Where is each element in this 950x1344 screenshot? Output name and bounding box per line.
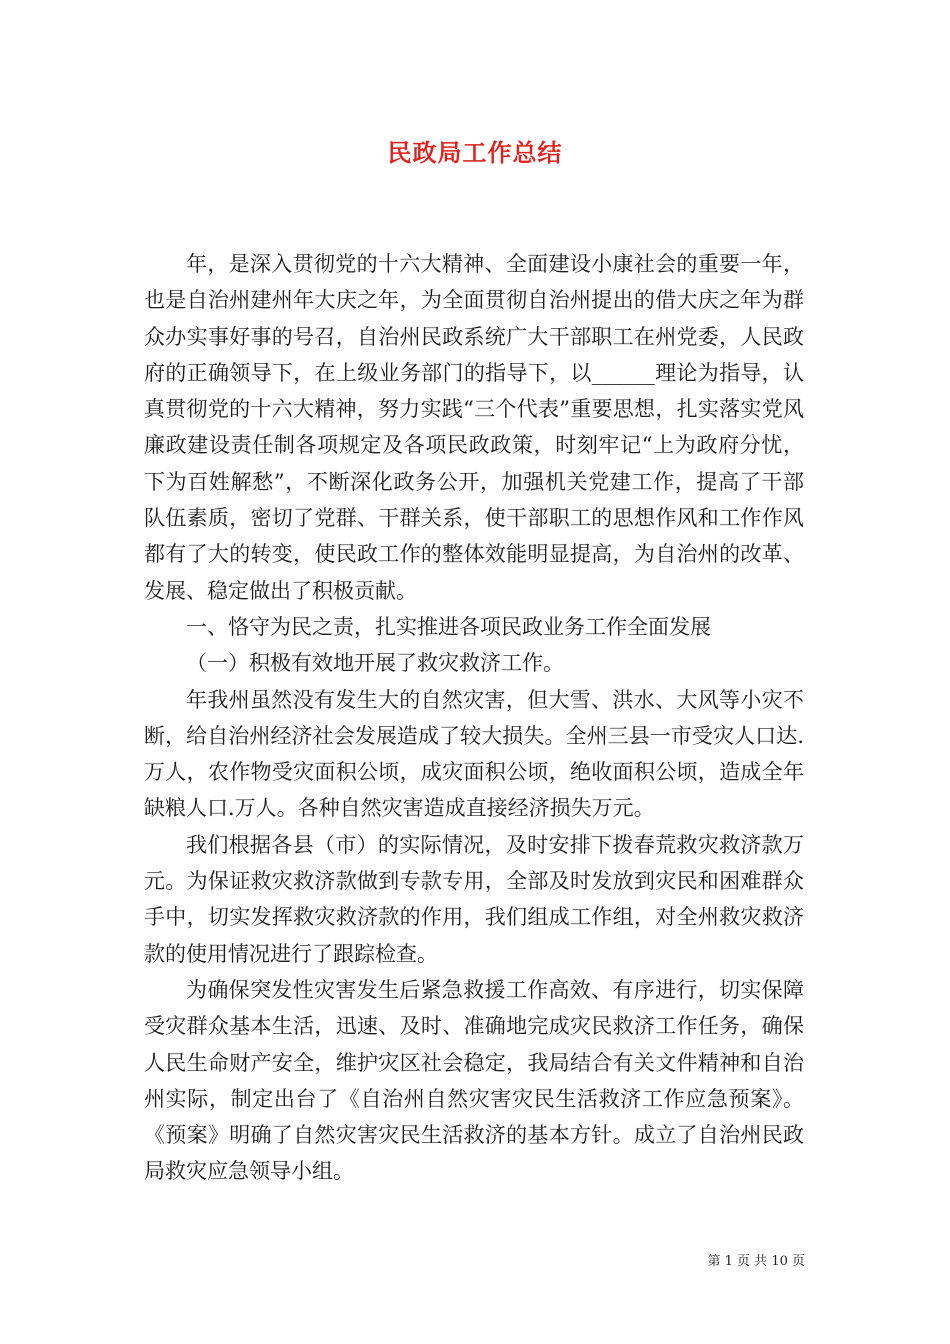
- section-heading: 一、恪守为民之责，扎实推进各项民政业务工作全面发展: [186, 614, 711, 639]
- document-title: 民政局工作总结: [387, 138, 563, 167]
- subsection-heading: （一）积极有效地开展了救灾救济工作。: [186, 651, 564, 676]
- document-body: [144, 246, 804, 1190]
- page-number-footer: 第 1 页 共 10 页: [707, 1254, 805, 1269]
- paragraph: 年，是深入贯彻党的十六大精神、全面建设小康社会的重要一年，也是自治州建州年大庆之年，为全面贯彻自治州提出的借大庆之年为群众办实事好事的号召，自治州民政系统广大干部职工在州党委，人民政府的正确领导下，在上级业务部门的指导下，以______理论为指导，认真贯彻党的十六大精神，努力实践“三个代表”重要思想，扎实落实党风廉政建设责任制各项规定及各项民政政策，时刻牢记“上为政府分忧，下为百姓解愁”，不断深化政务公开，加强机关党建工作，提高了干部队伍素质，密切了党群、干群关系，使干部职工的思想作风和工作作风都有了大的转变，使民政工作的整体效能明显提高，为自治州的改革、发展、稳定做出了积极贡献。: [144, 252, 804, 603]
- paragraph: 我们根据各县（市）的实际情况，及时安排下拨春荒救灾救济款万元。为保证救灾救济款做到专款专用，全部及时发放到灾民和困难群众手中，切实发挥救灾救济款的作用，我们组成工作组，对全州救灾救济款的使用情况进行了跟踪检查。: [144, 832, 804, 966]
- paragraph: 年我州虽然没有发生大的自然灾害，但大雪、洪水、大风等小灾不断，给自治州经济社会发展造成了较大损失。全州三县一市受灾人口达.万人，农作物受灾面积公顷，成灾面积公顷，绝收面积公顷，造成全年缺粮人口.万人。各种自然灾害造成直接经济损失万元。: [144, 687, 804, 821]
- paragraph: 为确保突发性灾害发生后紧急救援工作高效、有序进行，切实保障受灾群众基本生活，迅速、及时、准确地完成灾民救济工作任务，确保人民生命财产安全，维护灾区社会稳定，我局结合有关文件精神和自治州实际，制定出台了《自治州自然灾害灾民生活救济工作应急预案》。《预案》明确了自然灾害灾民生活救济的基本方针。成立了自治州民政局救灾应急领导小组。: [144, 977, 804, 1184]
